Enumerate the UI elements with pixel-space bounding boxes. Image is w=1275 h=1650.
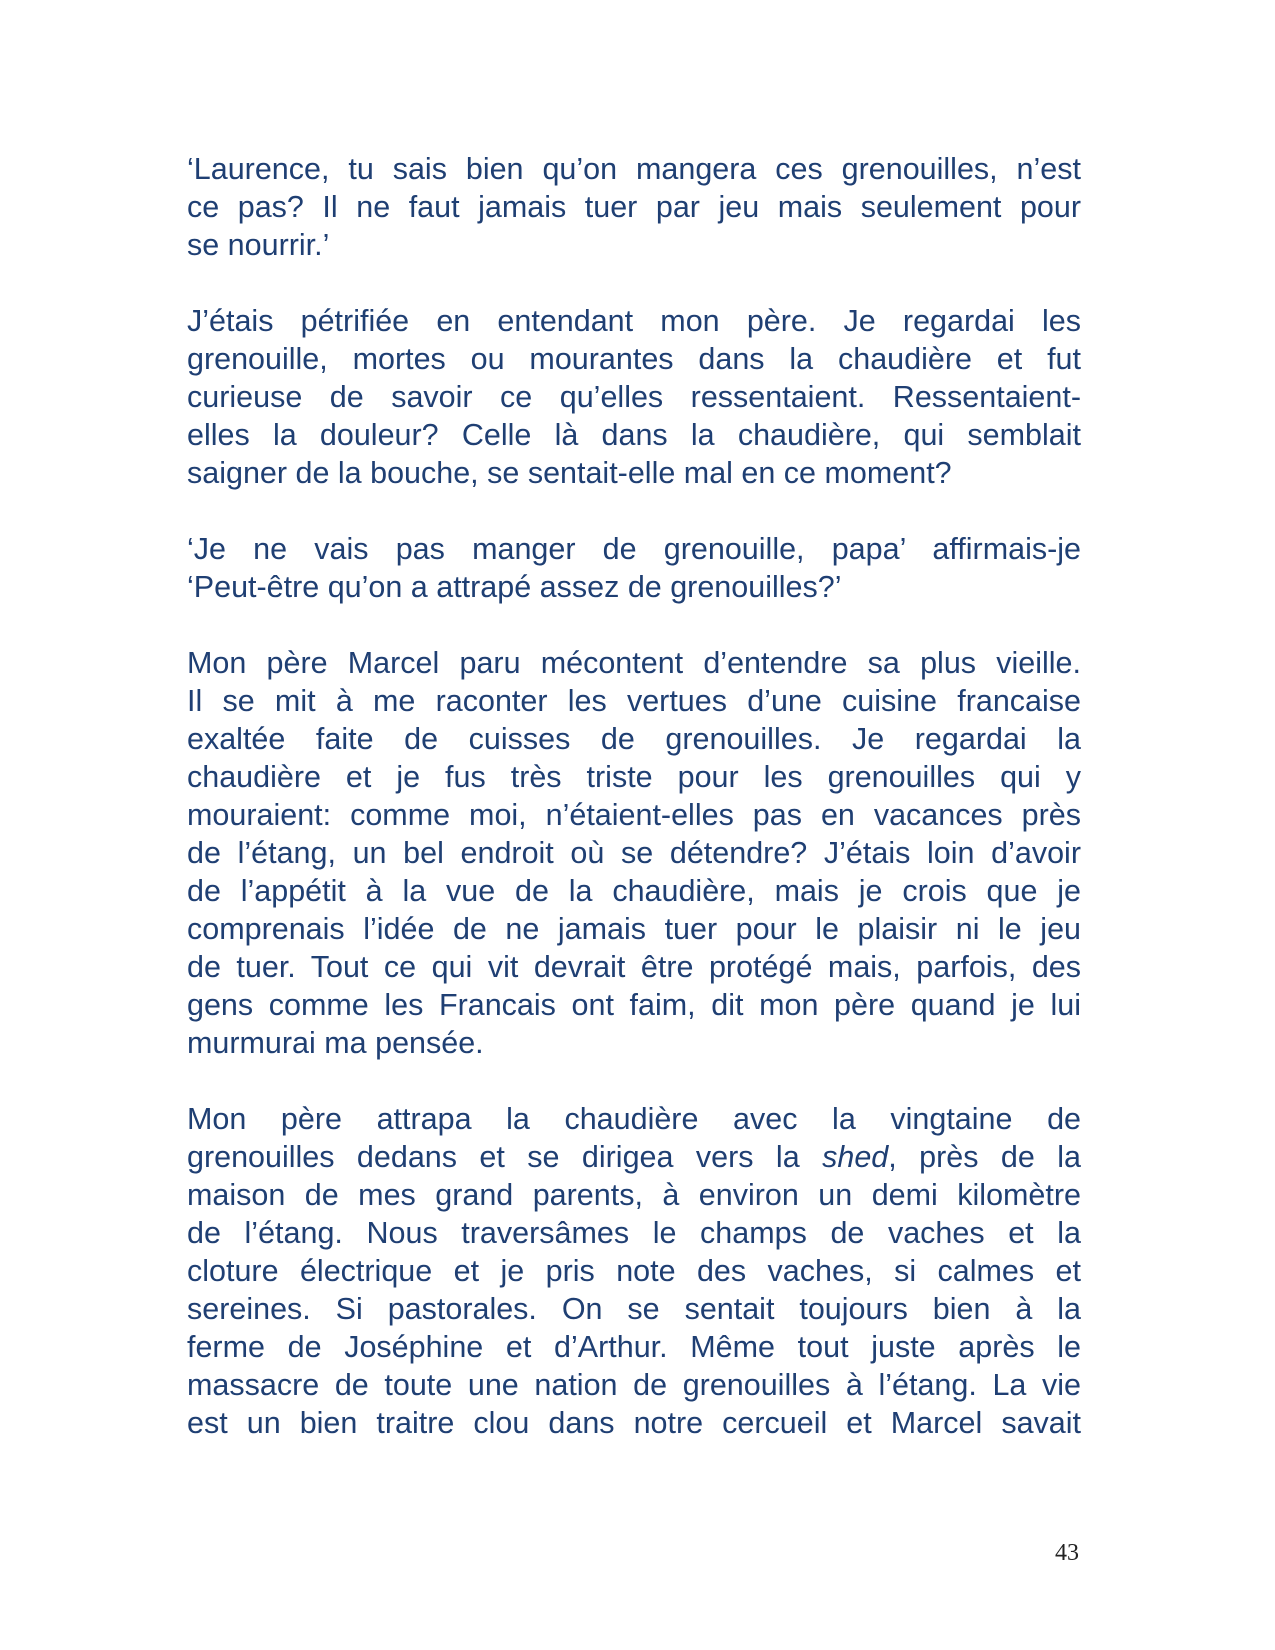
text-line: exaltée faite de cuisses de grenouilles. Je regardai la [187, 722, 1081, 756]
text-line: est un bien traitre clou dans notre cercueil et Marcel savait [187, 1406, 1081, 1440]
text-line: J’étais pétrifiée en entendant mon père. Je regardai les [187, 304, 1081, 338]
text-line: ‘Peut-être qu’on a attrapé assez de grenouilles?’ [187, 570, 842, 604]
text-line: curieuse de savoir ce qu’elles ressentaient. Ressentaient- [187, 380, 1081, 414]
text-line: ‘Je ne vais pas manger de grenouille, papa’ affirmais-je [187, 532, 1081, 566]
text-line: Mon père Marcel paru mécontent d’entendre sa plus vieille. [187, 646, 1081, 680]
text-line: ‘Laurence, tu sais bien qu’on mangera ces grenouilles, n’est [187, 152, 1081, 186]
text-line: chaudière et je fus très triste pour les grenouilles qui y [187, 760, 1081, 794]
text-line: de tuer. Tout ce qui vit devrait être protégé mais, parfois, des [187, 950, 1081, 984]
text-line: massacre de toute une nation de grenouilles à l’étang. La vie [187, 1368, 1081, 1402]
body-text [187, 150, 1081, 1442]
paragraph-3 [187, 530, 1081, 606]
text-line: grenouille, mortes ou mourantes dans la chaudière et fut [187, 342, 1081, 376]
text-line: comprenais l’idée de ne jamais tuer pour le plaisir ni le jeu [187, 912, 1081, 946]
text-line: elles la douleur? Celle là dans la chaudière, qui semblait [187, 418, 1081, 452]
page-number: 43 [1055, 1540, 1079, 1566]
text-line: Il se mit à me raconter les vertues d’une cuisine francaise [187, 684, 1081, 718]
text-line: sereines. Si pastorales. On se sentait toujours bien à la [187, 1292, 1081, 1326]
text-line: gens comme les Francais ont faim, dit mon père quand je lui [187, 988, 1081, 1022]
text-segment: , près de la [888, 1140, 1081, 1174]
text-line: de l’étang. Nous traversâmes le champs de vaches et la [187, 1216, 1081, 1250]
text-segment: grenouilles dedans et se dirigea vers la [187, 1140, 823, 1174]
text-line: de l’étang, un bel endroit où se détendre? J’étais loin d’avoir [187, 836, 1081, 870]
text-line: murmurai ma pensée. [187, 1026, 484, 1060]
paragraph-1 [187, 150, 1081, 264]
text-line: ce pas? Il ne faut jamais tuer par jeu mais seulement pour [187, 190, 1081, 224]
paragraph-5 [187, 1100, 1081, 1442]
text-line: ferme de Joséphine et d’Arthur. Même tout juste après le [187, 1330, 1081, 1364]
text-line: maison de mes grand parents, à environ un demi kilomètre [187, 1178, 1081, 1212]
text-line: Mon père attrapa la chaudière avec la vingtaine de [187, 1102, 1081, 1136]
text-line: saigner de la bouche, se sentait-elle mal en ce moment? [187, 456, 952, 490]
paragraph-2 [187, 302, 1081, 492]
text-line: de l’appétit à la vue de la chaudière, mais je crois que je [187, 874, 1081, 908]
text-line-with-italic [187, 1138, 1081, 1176]
text-line: mouraient: comme moi, n’étaient-elles pas en vacances près [187, 798, 1081, 832]
italic-word: shed [822, 1140, 889, 1174]
text-line: cloture électrique et je pris note des vaches, si calmes et [187, 1254, 1081, 1288]
text-line: se nourrir.’ [187, 228, 330, 262]
paragraph-4 [187, 644, 1081, 1062]
